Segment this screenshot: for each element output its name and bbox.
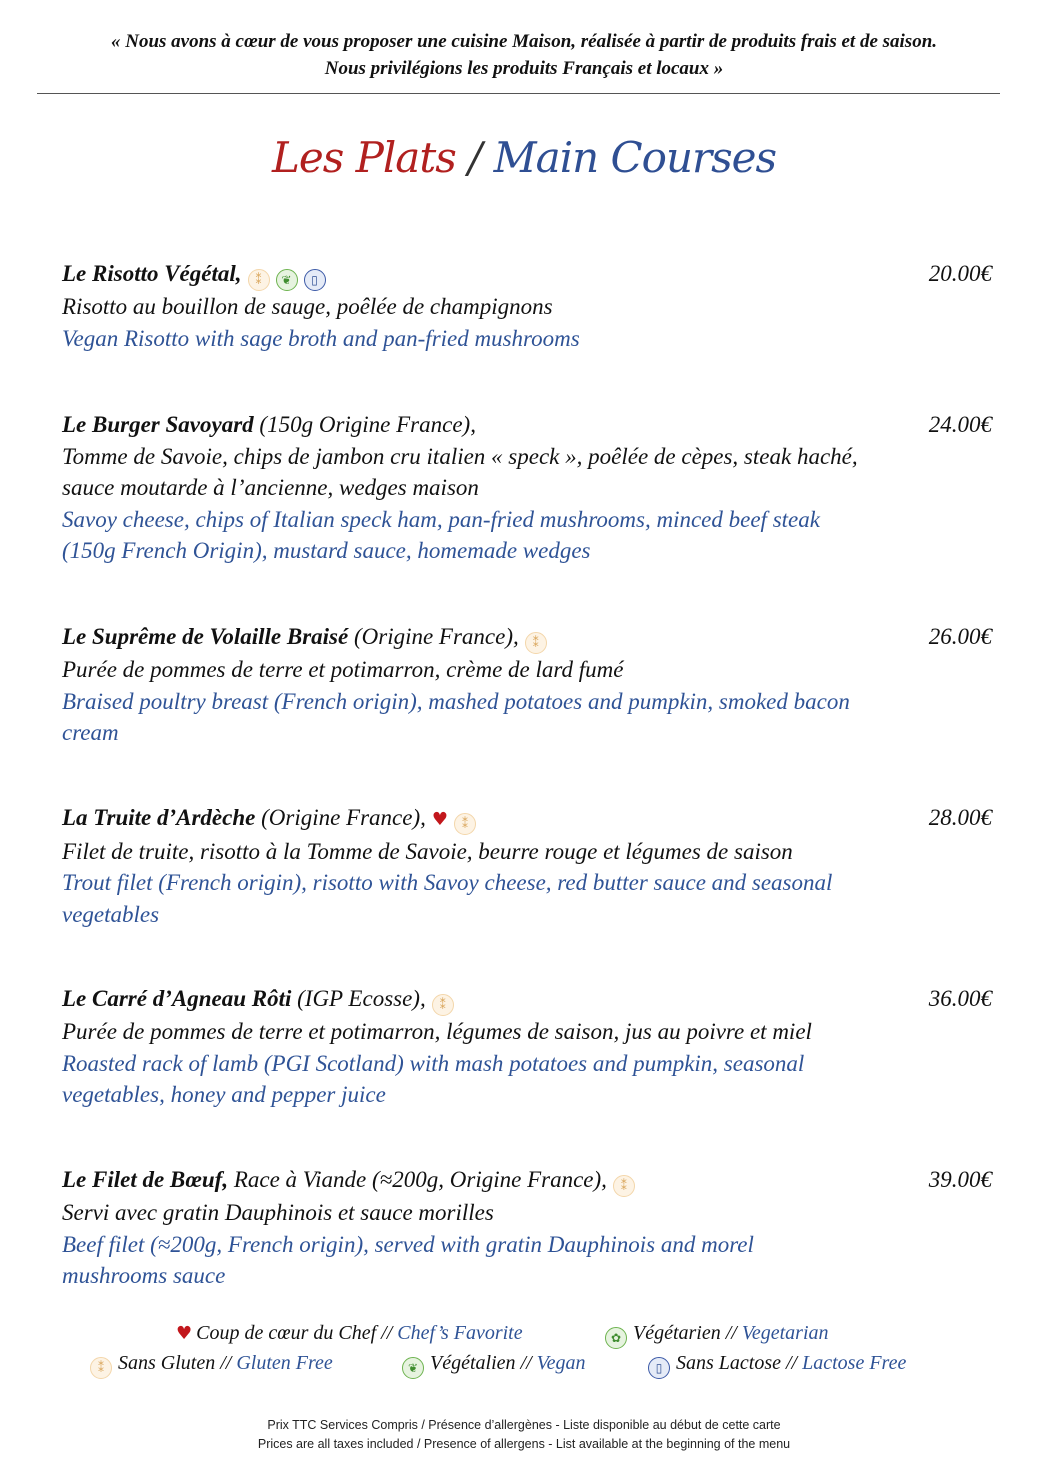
dish-description-fr: sauce moutarde à l’ancienne, wedges maison [62, 475, 479, 500]
divider [37, 93, 1000, 94]
dish-header [62, 983, 902, 1016]
dish-description-fr: Servi avec gratin Dauphinois et sauce morilles [62, 1200, 494, 1225]
vegan-icon: ❦ [402, 1357, 424, 1379]
dish-name: Le Carré d’Agneau Rôti [62, 986, 292, 1011]
page-title [0, 128, 1048, 188]
dish-description-fr: Risotto au bouillon de sauge, poêlée de champignons [62, 294, 553, 319]
dish-price: 20.00€ [928, 261, 992, 286]
gluten-free-icon: ⁑ [248, 269, 270, 291]
dish-name: Le Suprême de Volaille Braisé [62, 624, 349, 649]
dish-price: 28.00€ [928, 805, 992, 830]
legend-chef-fr: Coup de cœur du Chef // [196, 1322, 393, 1344]
dish-description-en: Roasted rack of lamb (PGI Scotland) with mash potatoes and pumpkin, seasonal [62, 1050, 805, 1076]
title-separator: / [468, 133, 482, 182]
dish-header [62, 802, 902, 836]
dish-header [62, 409, 902, 441]
legend-lactose-fr: Sans Lactose // [676, 1352, 798, 1374]
title-english: Main Courses [493, 133, 777, 182]
vegan-icon: ❦ [276, 269, 298, 291]
dish-description-en: Vegan Risotto with sage broth and pan-fried mushrooms [62, 325, 580, 351]
heart-icon: ♥ [431, 809, 449, 830]
legend-chef-favorite [176, 1318, 523, 1349]
dish-origin: Race à Viande (≈200g, Origine France), [228, 1167, 607, 1192]
dish-item [62, 409, 992, 567]
dish-item [62, 1164, 992, 1292]
dish-origin: (Origine France), [348, 624, 519, 649]
dish-price: 39.00€ [928, 1167, 992, 1192]
dish-price: 24.00€ [928, 412, 992, 437]
vegetarian-icon: ✿ [605, 1327, 627, 1349]
dish-header [62, 621, 902, 654]
legend-lactose-free [648, 1348, 906, 1379]
dish-origin: (IGP Ecosse), [291, 986, 426, 1011]
dish-item [62, 983, 992, 1111]
gluten-free-icon: ⁑ [613, 1175, 635, 1197]
dish-description-en: Trout filet (French origin), risotto with Savoy cheese, red butter sauce and seasonal [62, 870, 833, 895]
dish-description-en: Savoy cheese, chips of Italian speck ham, pan-fried mushrooms, minced beef steak [62, 506, 820, 532]
gluten-free-icon: ⁑ [90, 1357, 112, 1379]
dish-description-fr: Filet de truite, risotto à la Tomme de Savoie, beurre rouge et légumes de saison [62, 838, 793, 864]
dish-price: 36.00€ [928, 986, 992, 1011]
dish-description-fr: Purée de pommes de terre et potimarron, crème de lard fumé [62, 657, 624, 682]
gluten-free-icon: ⁑ [525, 632, 547, 654]
title-french: Les Plats [271, 133, 456, 182]
dish-item [62, 802, 992, 930]
lactose-free-icon: ▯ [304, 269, 326, 291]
intro-text [0, 28, 1048, 82]
dish-name: Le Burger Savoyard [62, 412, 254, 437]
intro-line-2: Nous privilégions les produits Français et locaux » [324, 58, 724, 79]
legend-vegan-fr: Végétalien // [430, 1352, 532, 1374]
legend-lactose-en: Lactose Free [802, 1352, 907, 1374]
dish-description-fr: Tomme de Savoie, chips de jambon cru italien « speck », poêlée de cèpes, steak haché, [62, 443, 858, 469]
dish-origin: (150g Origine France), [253, 412, 476, 437]
dish-description-en: cream [62, 720, 119, 745]
dish-description-en: Beef filet (≈200g, French origin), served with gratin Dauphinois and morel [62, 1231, 754, 1257]
dish-description-en: mushrooms sauce [62, 1263, 226, 1288]
gluten-free-icon: ⁑ [454, 813, 476, 835]
dish-origin: (Origine France), [255, 805, 426, 830]
legend-gluten-fr: Sans Gluten // [118, 1352, 232, 1374]
dish-description-en: Braised poultry breast (French origin), mashed potatoes and pumpkin, smoked bacon [62, 688, 850, 714]
dish-name: Le Risotto Végétal, [62, 261, 242, 286]
dish-header [62, 258, 902, 291]
footer-note [0, 1416, 1048, 1454]
dish-header [62, 1164, 902, 1197]
lactose-free-icon: ▯ [648, 1357, 670, 1379]
legend-gluten-en: Gluten Free [236, 1352, 333, 1374]
legend-vegan-en: Vegan [536, 1352, 586, 1374]
dish-name: Le Filet de Bœuf, [62, 1167, 229, 1192]
dish-description-fr: Purée de pommes de terre et potimarron, légumes de saison, jus au poivre et miel [62, 1019, 812, 1044]
heart-icon: ♥ [176, 1323, 193, 1344]
intro-line-1: « Nous avons à cœur de vous proposer une cuisine Maison, réalisée à partir de produits frais et de saison. [110, 31, 938, 52]
dish-description-en: vegetables [62, 901, 160, 927]
dish-description-en: vegetables, honey and pepper juice [62, 1082, 386, 1107]
dish-description-en: (150g French Origin), mustard sauce, homemade wedges [62, 538, 591, 563]
legend-chef-en: Chef’s Favorite [397, 1322, 523, 1344]
legend-vegetarian-fr: Végétarien // [633, 1322, 737, 1344]
legend-vegetarian-en: Vegetarian [741, 1322, 829, 1344]
legend-vegetarian [605, 1318, 829, 1349]
dish-item [62, 621, 992, 749]
legend-gluten-free [90, 1348, 333, 1379]
dish-item [62, 258, 992, 354]
dish-name: La Truite d’Ardèche [62, 805, 256, 830]
gluten-free-icon: ⁑ [432, 994, 454, 1016]
legend-vegan [402, 1348, 586, 1379]
footer-line-1: Prix TTC Services Compris / Présence d’allergènes - Liste disponible au début de cette carte [267, 1418, 781, 1432]
footer-line-2: Prices are all taxes included / Presence of allergens - List available at the beginning of the menu [257, 1437, 791, 1451]
dish-price: 26.00€ [928, 624, 992, 649]
